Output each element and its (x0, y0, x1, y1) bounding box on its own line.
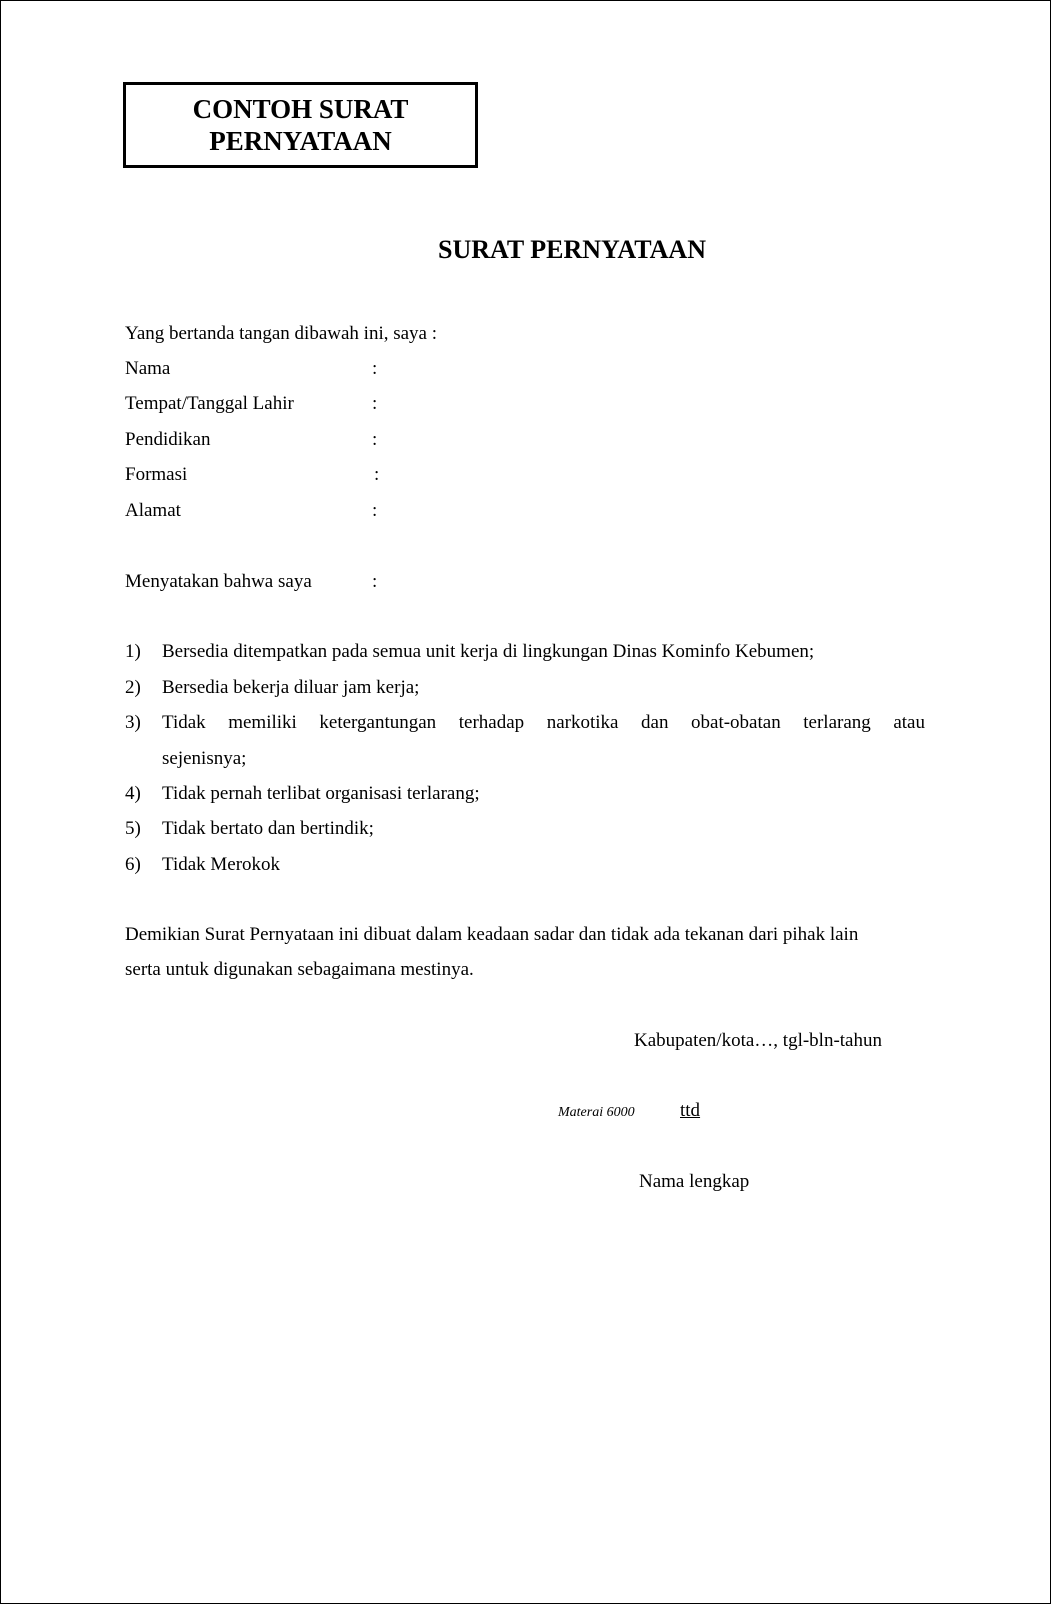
statement-label: Menyatakan bahwa saya (125, 571, 312, 592)
list-item-number: 2) (125, 677, 141, 698)
list-item-text: Bersedia bekerja diluar jam kerja; (162, 677, 420, 698)
field-colon-ttl: : (372, 393, 378, 414)
list-item-text: Bersedia ditempatkan pada semua unit kerja di lingkungan Dinas Kominfo Kebumen; (162, 641, 815, 662)
closing-line1: Demikian Surat Pernyataan ini dibuat dalam keadaan sadar dan tidak ada tekanan dari pihak lain (125, 924, 859, 945)
list-item-number: 1) (125, 641, 141, 662)
list-item-text: Tidak Merokok (162, 854, 281, 875)
field-colon-formasi: : (374, 464, 380, 485)
closing-line2: serta untuk digunakan sebagaimana mestinya. (125, 959, 474, 980)
list-item-number: 5) (125, 818, 141, 839)
field-colon-pendidikan: : (372, 429, 378, 450)
place-date: Kabupaten/kota…, tgl-bln-tahun (634, 1030, 882, 1051)
signature-placeholder: ttd (680, 1100, 701, 1121)
statement-colon: : (372, 571, 378, 592)
list-item-continuation: sejenisnya; (162, 748, 247, 769)
field-label-ttl: Tempat/Tanggal Lahir (125, 393, 294, 414)
field-label-nama: Nama (125, 358, 171, 379)
signatory-name: Nama lengkap (639, 1171, 750, 1192)
list-item-number: 6) (125, 854, 141, 875)
intro-text: Yang bertanda tangan dibawah ini, saya : (125, 323, 438, 344)
field-colon-nama: : (372, 358, 378, 379)
list-item-text: Tidak pernah terlibat organisasi terlarang; (162, 783, 480, 804)
list-item-number: 3) (125, 712, 141, 733)
field-label-pendidikan: Pendidikan (125, 429, 211, 450)
field-label-alamat: Alamat (125, 500, 181, 521)
field-colon-alamat: : (372, 500, 378, 521)
example-label-text (171, 93, 431, 157)
field-label-formasi: Formasi (125, 464, 188, 485)
example-label-line2: PERNYATAAN (209, 126, 392, 156)
list-item-number: 4) (125, 783, 141, 804)
closing-paragraph (125, 917, 925, 987)
list-item-text: Tidak memiliki ketergantungan terhadap narkotika dan obat-obatan terlarang atau (162, 712, 925, 733)
document-title: SURAT PERNYATAAN (438, 235, 706, 264)
stamp-duty-label: Materai 6000 (558, 1105, 635, 1120)
example-label-box (123, 82, 478, 168)
example-label-line1: CONTOH SURAT (192, 94, 409, 124)
list-item-text: Tidak bertato dan bertindik; (162, 818, 374, 839)
